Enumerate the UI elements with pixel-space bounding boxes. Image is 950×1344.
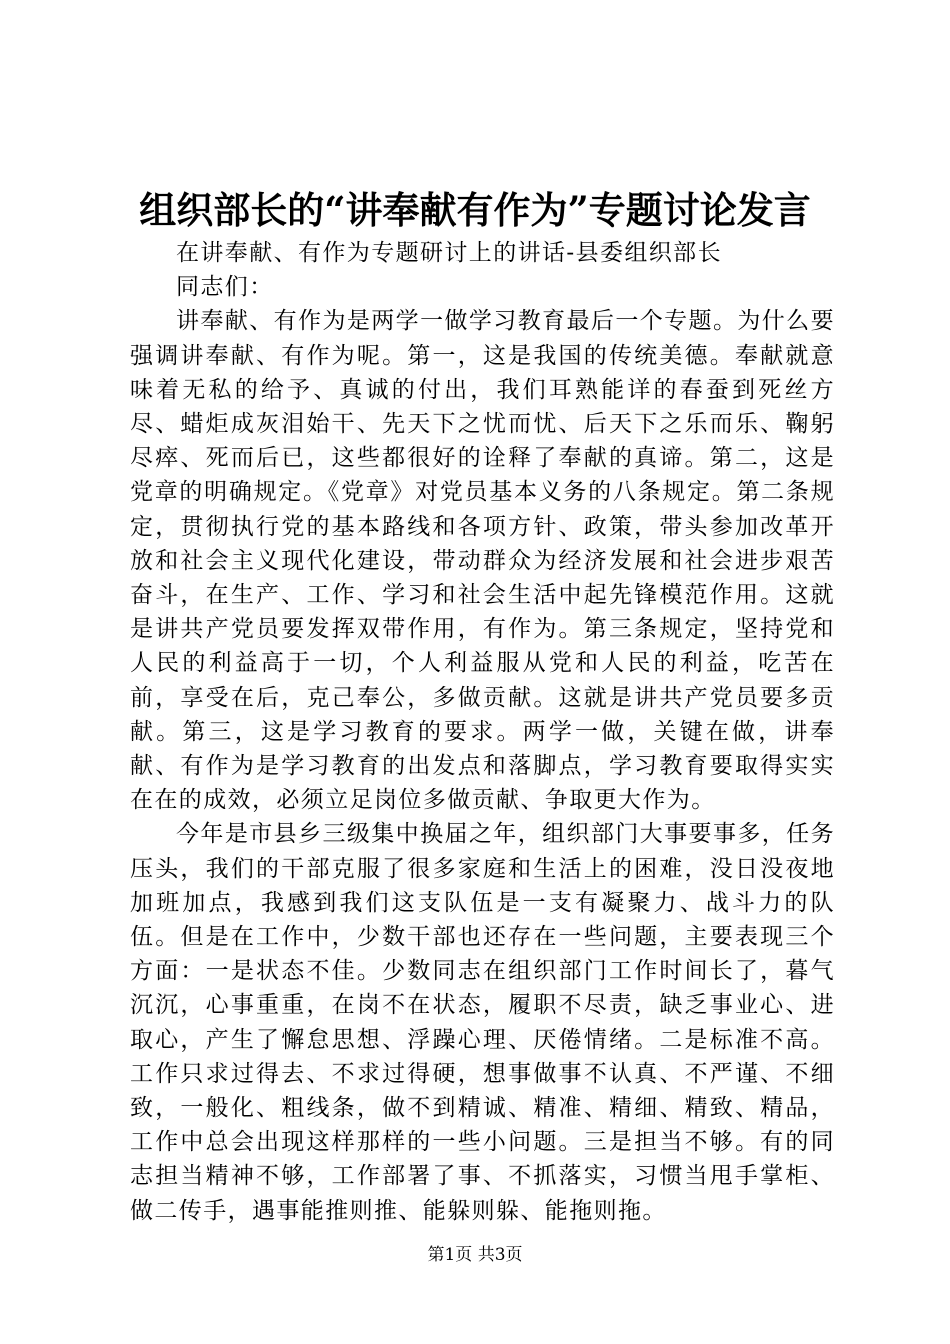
page-footer: 第1页 共3页 (427, 1245, 523, 1265)
subtitle-line: 在讲奉献、有作为专题研讨上的讲话-县委组织部长 (176, 240, 722, 266)
body-paragraph-2: 今年是市县乡三级集中换届之年，组织部门大事要事多，任务压头，我们的干部克服了很多家庭和生活上的困难，没日没夜地加班加点，我感到我们这支队伍是一支有凝聚力、战斗力的队伍。但是在工作中，少数干部也还存在一些问题，主要表现三个方面：一是状态不佳。少数同志在组织部门工作时间长了，暮气沉沉，心事重重，在岗不在状态，履职不尽责，缺乏事业心、进取心，产生了懈怠思想、浮躁心理、厌倦情绪。二是标准不高。工作只求过得去、不求过得硬，想事做事不认真、不严谨、不细致，一般化、粗线条，做不到精诚、精准、精细、精致、精品，工作中总会出现这样那样的一些小问题。三是担当不够。有的同志担当精神不够，工作部署了事、不抓落实，习惯当甩手掌柜、做二传手，遇事能推则推、能躲则躲、能拖则拖。 (130, 821, 835, 1224)
body-paragraph-1: 讲奉献、有作为是两学一做学习教育最后一个专题。为什么要强调讲奉献、有作为呢。第一，这是我国的传统美德。奉献就意味着无私的给予、真诚的付出，我们耳熟能详的春蚕到死丝方尽、蜡炬成灰泪始干、先天下之忧而忧、后天下之乐而乐、鞠躬尽瘁、死而后已，这些都很好的诠释了奉献的真谛。第二，这是党章的明确规定。《党章》对党员基本义务的八条规定。第二条规定，贯彻执行党的基本路线和各项方针、政策，带头参加改革开放和社会主义现代化建设，带动群众为经济发展和社会进步艰苦奋斗，在生产、工作、学习和社会生活中起先锋模范作用。这就是讲共产党员要发挥双带作用，有作为。第三条规定，坚持党和人民的利益高于一切，个人利益服从党和人民的利益，吃苦在前，享受在后，克己奉公，多做贡献。这就是讲共产党员要多贡献。第三，这是学习教育的要求。两学一做，关键在做，讲奉献、有作为是学习教育的出发点和落脚点，学习教育要取得实实在在的成效，必须立足岗位多做贡献、争取更大作为。 (130, 308, 835, 814)
document-body (130, 236, 835, 1228)
document-title: 组织部长的“讲奉献有作为”专题讨论发言 (139, 188, 811, 232)
salutation: 同志们： (176, 274, 274, 301)
